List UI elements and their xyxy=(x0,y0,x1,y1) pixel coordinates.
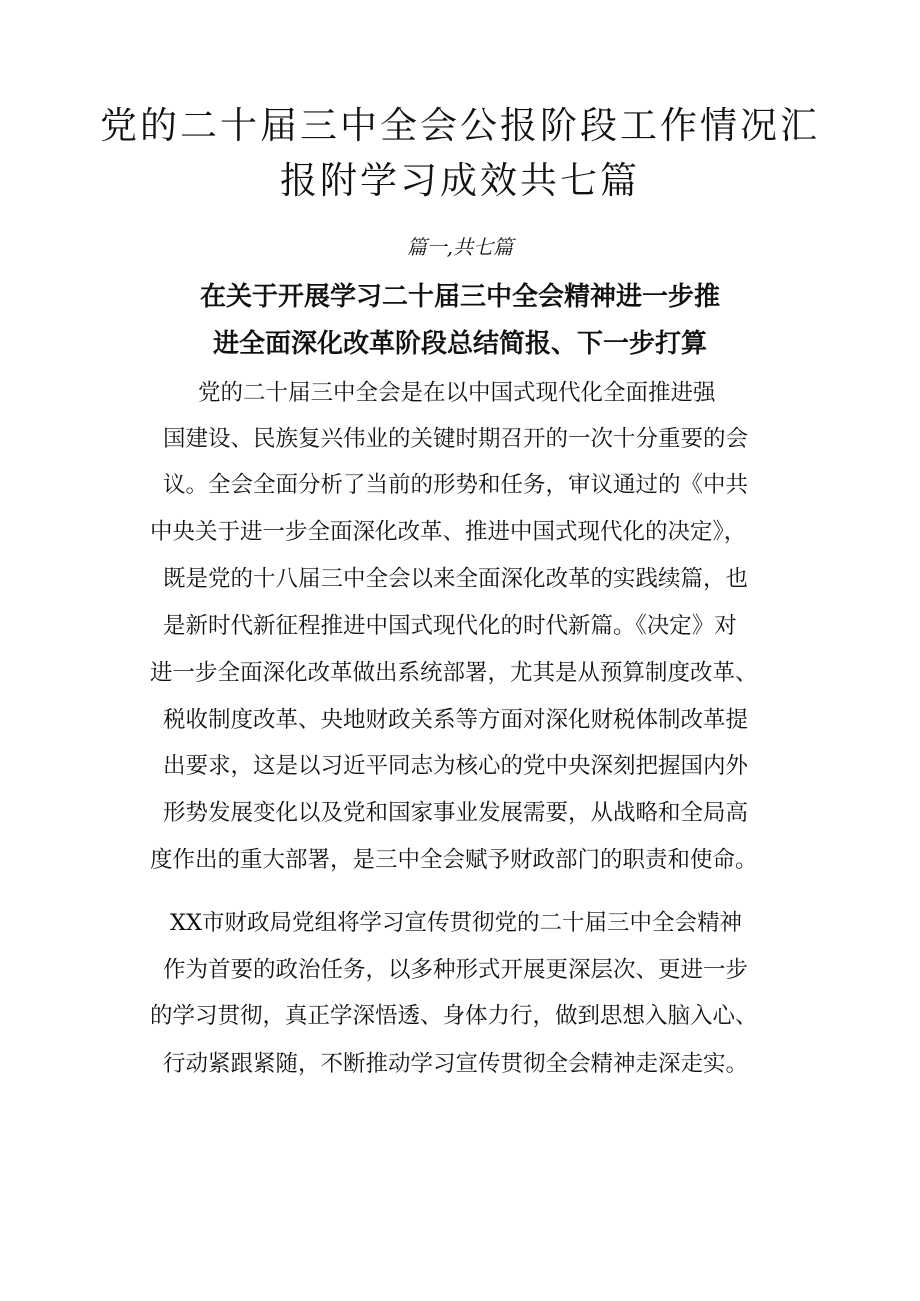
paragraph-line: 党的二十届三中全会是在以中国式现代化全面推进强 xyxy=(198,380,716,406)
paragraph-line: 作为首要的政治任务，以多种形式开展更深层次、更进一步 xyxy=(163,957,749,983)
subtitle-line-2: 进全面深化改革阶段总结简报、下一步打算 xyxy=(212,329,707,359)
paragraph-line: 进一步全面深化改革做出系统部署，尤其是从预算制度改革、 xyxy=(150,660,758,686)
paragraph-line: 是新时代新征程推进中国式现代化的时代新篇。《决定》对 xyxy=(163,613,737,639)
paragraph-line: 议。全会全面分析了当前的形势和任务，审议通过的《中共 xyxy=(163,472,749,498)
paragraph-line: 的学习贯彻，真正学深悟透、身体力行，做到思想入脑入心、 xyxy=(150,1003,758,1029)
paragraph-line: 形势发展变化以及党和国家事业发展需要，从战略和全局高 xyxy=(163,800,749,826)
paragraph-line: 税收制度改革、央地财政关系等方面对深化财税体制改革提 xyxy=(163,707,749,733)
subtitle-line-1: 在关于开展学习二十届三中全会精神进一步推 xyxy=(199,282,720,312)
paragraph-line: 国建设、民族复兴伟业的关键时期召开的一次十分重要的会 xyxy=(163,426,749,452)
paragraph-line: 中央关于进一步全面深化改革、推进中国式现代化的决定》， xyxy=(150,519,747,545)
paragraph-line: 既是党的十八届三中全会以来全面深化改革的实践续篇，也 xyxy=(163,566,749,592)
paragraph-line: 行动紧跟紧随，不断推动学习宣传贯彻全会精神走深走实。 xyxy=(163,1051,749,1077)
document-title-line-1: 党的二十届三中全会公报阶段工作情况汇 xyxy=(100,104,820,147)
document-title-line-2: 报附学习成效共七篇 xyxy=(280,159,640,202)
section-label: 篇一,共七篇 xyxy=(406,235,514,259)
paragraph-line: 度作出的重大部署，是三中全会赋予财政部门的职责和使命。 xyxy=(150,847,758,873)
paragraph-line: XX市财政局党组将学习宣传贯彻党的二十届三中全会精神 xyxy=(170,910,743,936)
paragraph-line: 出要求，这是以习近平同志为核心的党中央深刻把握国内外 xyxy=(163,753,749,779)
